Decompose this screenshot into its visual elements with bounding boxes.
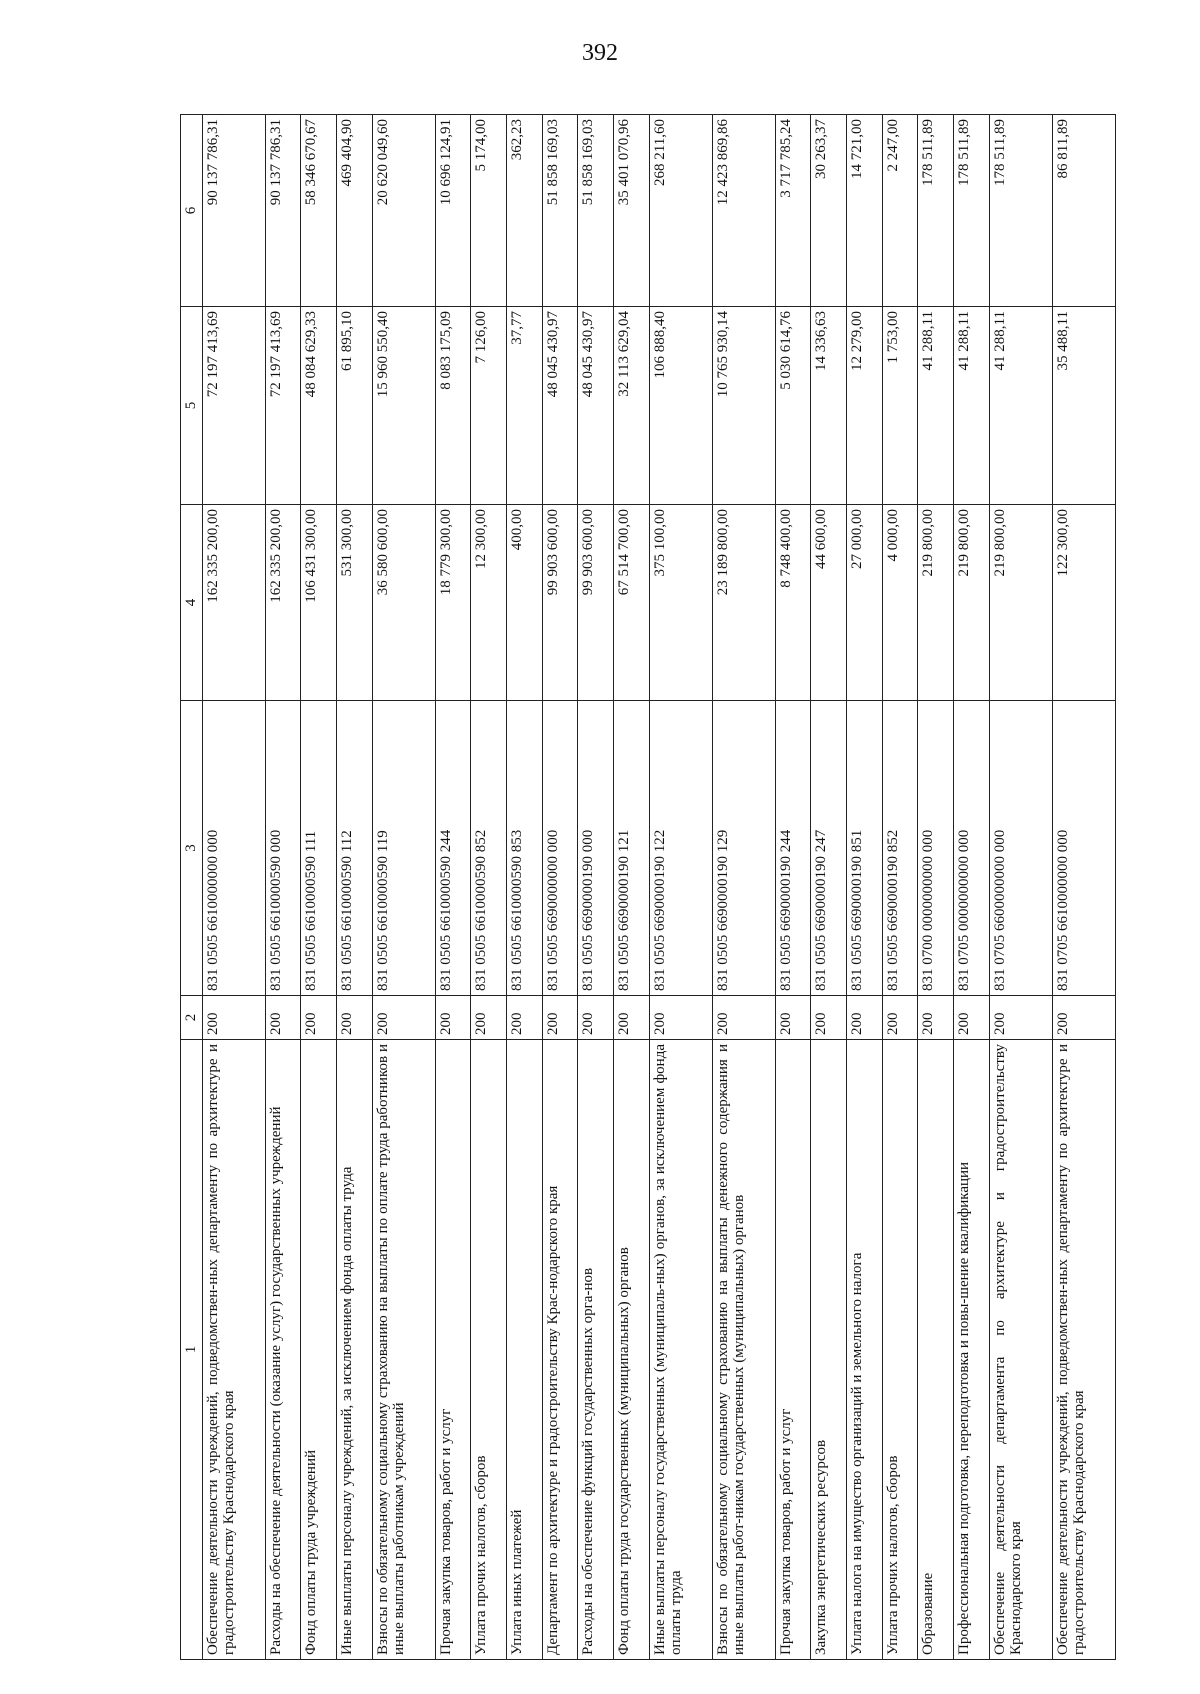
row-fact-amount-cell: 15 960 550,40 [372, 307, 435, 505]
row-fact-amount-cell: 48 084 629,33 [301, 307, 337, 505]
row-admin-code-cell: 200 [578, 996, 614, 1040]
row-fact-amount-cell: 14 336,63 [811, 307, 847, 505]
row-admin-code-cell: 200 [435, 996, 471, 1040]
row-plan-amount-cell: 106 431 300,00 [301, 505, 337, 701]
row-name-cell: Взносы по обязательному социальному страхованию на выплаты денежного содержания и иные выплаты работ-никам государственных (муниципальных) органов [712, 1040, 775, 1660]
row-name-cell: Прочая закупка товаров, работ и услуг [435, 1040, 471, 1660]
row-fact-amount-cell: 12 279,00 [847, 307, 883, 505]
row-plan-amount-cell: 27 000,00 [847, 505, 883, 701]
row-admin-code-cell: 200 [202, 996, 265, 1040]
row-rest-amount-cell: 178 511,89 [954, 115, 990, 307]
row-name-cell: Уплата прочих налогов, сборов [882, 1040, 918, 1660]
row-admin-code-cell: 200 [542, 996, 578, 1040]
row-budget-code-cell: 831 0505 6610000000 000 [202, 701, 265, 996]
row-name-cell: Прочая закупка товаров, работ и услуг [775, 1040, 811, 1660]
row-budget-code-cell: 831 0505 6690000190 247 [811, 701, 847, 996]
row-name-cell: Обеспечение деятельности учреждений, подведомствен-ных департаменту по архитектуре и градостроительству Краснодарского края [1052, 1040, 1115, 1660]
row-rest-amount-cell: 51 858 169,03 [542, 115, 578, 307]
row-plan-amount-cell: 375 100,00 [649, 505, 712, 701]
row-admin-code-cell: 200 [372, 996, 435, 1040]
row-budget-code-cell: 831 0705 6610000000 000 [1052, 701, 1115, 996]
row-rest-amount-cell: 30 263,37 [811, 115, 847, 307]
row-plan-amount-cell: 531 300,00 [336, 505, 372, 701]
row-name-cell: Департамент по архитектуре и градостроительству Крас-нодарского края [542, 1040, 578, 1660]
row-name-cell: Уплата иных платежей [506, 1040, 542, 1660]
row-name-cell: Обеспечение деятельности департамента по архитектуре и градостроительству Краснодарского края [989, 1040, 1052, 1660]
column-header: 5 [181, 307, 203, 505]
row-fact-amount-cell: 1 753,00 [882, 307, 918, 505]
row-rest-amount-cell: 20 620 049,60 [372, 115, 435, 307]
row-plan-amount-cell: 219 800,00 [918, 505, 954, 701]
row-name-cell: Фонд оплаты труда учреждений [301, 1040, 337, 1660]
row-rest-amount-cell: 2 247,00 [882, 115, 918, 307]
row-name-cell: Иные выплаты персоналу государственных (муниципаль-ных) органов, за исключением фонда оплаты труда [649, 1040, 712, 1660]
table-row [712, 115, 775, 1660]
row-plan-amount-cell: 99 903 600,00 [578, 505, 614, 701]
row-admin-code-cell: 200 [918, 996, 954, 1040]
row-fact-amount-cell: 8 083 175,09 [435, 307, 471, 505]
table-row [301, 115, 337, 1660]
table-body [202, 115, 1116, 1660]
row-fact-amount-cell: 37,77 [506, 307, 542, 505]
row-plan-amount-cell: 44 600,00 [811, 505, 847, 701]
row-budget-code-cell: 831 0505 6690000190 121 [613, 701, 649, 996]
row-fact-amount-cell: 72 197 413,69 [202, 307, 265, 505]
row-fact-amount-cell: 41 288,11 [918, 307, 954, 505]
row-name-cell: Уплата налога на имущество организаций и земельного налога [847, 1040, 883, 1660]
row-budget-code-cell: 831 0505 6690000190 851 [847, 701, 883, 996]
row-name-cell: Закупка энергетических ресурсов [811, 1040, 847, 1660]
row-budget-code-cell: 831 0505 6690000190 129 [712, 701, 775, 996]
row-name-cell: Иные выплаты персоналу учреждений, за исключением фонда оплаты труда [336, 1040, 372, 1660]
row-fact-amount-cell: 61 895,10 [336, 307, 372, 505]
column-header: 6 [181, 115, 203, 307]
row-budget-code-cell: 831 0505 6690000190 244 [775, 701, 811, 996]
column-header: 1 [181, 1040, 203, 1660]
row-budget-code-cell: 831 0505 6610000590 111 [301, 701, 337, 996]
row-fact-amount-cell: 106 888,40 [649, 307, 712, 505]
row-plan-amount-cell: 99 903 600,00 [542, 505, 578, 701]
table-row [882, 115, 918, 1660]
row-admin-code-cell: 200 [649, 996, 712, 1040]
table-row [471, 115, 507, 1660]
column-header: 3 [181, 701, 203, 996]
table-row [811, 115, 847, 1660]
row-plan-amount-cell: 400,00 [506, 505, 542, 701]
column-header: 2 [181, 996, 203, 1040]
row-fact-amount-cell: 32 113 629,04 [613, 307, 649, 505]
row-budget-code-cell: 831 0505 6610000590 000 [265, 701, 301, 996]
row-budget-code-cell: 831 0505 6610000590 119 [372, 701, 435, 996]
table-row [649, 115, 712, 1660]
table-row [847, 115, 883, 1660]
row-fact-amount-cell: 48 045 430,97 [578, 307, 614, 505]
row-rest-amount-cell: 90 137 786,31 [202, 115, 265, 307]
row-plan-amount-cell: 36 580 600,00 [372, 505, 435, 701]
row-name-cell: Образование [918, 1040, 954, 1660]
row-budget-code-cell: 831 0700 0000000000 000 [918, 701, 954, 996]
row-rest-amount-cell: 35 401 070,96 [613, 115, 649, 307]
row-plan-amount-cell: 4 000,00 [882, 505, 918, 701]
row-budget-code-cell: 831 0505 6690000190 852 [882, 701, 918, 996]
column-header: 4 [181, 505, 203, 701]
row-rest-amount-cell: 469 404,90 [336, 115, 372, 307]
table-header-row [181, 115, 203, 1660]
row-plan-amount-cell: 18 779 300,00 [435, 505, 471, 701]
row-fact-amount-cell: 41 288,11 [989, 307, 1052, 505]
row-budget-code-cell: 831 0505 6690000000 000 [542, 701, 578, 996]
row-plan-amount-cell: 219 800,00 [989, 505, 1052, 701]
row-fact-amount-cell: 5 030 614,76 [775, 307, 811, 505]
table-row [613, 115, 649, 1660]
row-plan-amount-cell: 219 800,00 [954, 505, 990, 701]
table-row [202, 115, 265, 1660]
table-row [578, 115, 614, 1660]
row-admin-code-cell: 200 [336, 996, 372, 1040]
row-admin-code-cell: 200 [811, 996, 847, 1040]
row-admin-code-cell: 200 [954, 996, 990, 1040]
row-name-cell: Профессиональная подготовка, переподготовка и повы-шение квалификации [954, 1040, 990, 1660]
row-fact-amount-cell: 7 126,00 [471, 307, 507, 505]
row-name-cell: Взносы по обязательному социальному страхованию на выплаты по оплате труда работников и иные выплаты работникам учреждений [372, 1040, 435, 1660]
table-row [435, 115, 471, 1660]
table-row [542, 115, 578, 1660]
row-admin-code-cell: 200 [506, 996, 542, 1040]
row-admin-code-cell: 200 [613, 996, 649, 1040]
table-row [372, 115, 435, 1660]
row-plan-amount-cell: 12 300,00 [471, 505, 507, 701]
table-row [506, 115, 542, 1660]
table-row [1052, 115, 1115, 1660]
row-name-cell: Расходы на обеспечение деятельности (оказание услуг) государственных учреждений [265, 1040, 301, 1660]
row-rest-amount-cell: 10 696 124,91 [435, 115, 471, 307]
row-admin-code-cell: 200 [882, 996, 918, 1040]
row-plan-amount-cell: 122 300,00 [1052, 505, 1115, 701]
table-row [989, 115, 1052, 1660]
row-fact-amount-cell: 10 765 930,14 [712, 307, 775, 505]
row-rest-amount-cell: 86 811,89 [1052, 115, 1115, 307]
rotated-table-container [180, 115, 1116, 1660]
row-rest-amount-cell: 51 858 169,03 [578, 115, 614, 307]
row-rest-amount-cell: 362,23 [506, 115, 542, 307]
table-row [336, 115, 372, 1660]
row-fact-amount-cell: 41 288,11 [954, 307, 990, 505]
row-admin-code-cell: 200 [712, 996, 775, 1040]
row-admin-code-cell: 200 [265, 996, 301, 1040]
row-budget-code-cell: 831 0705 0000000000 000 [954, 701, 990, 996]
row-plan-amount-cell: 67 514 700,00 [613, 505, 649, 701]
row-plan-amount-cell: 162 335 200,00 [202, 505, 265, 701]
row-rest-amount-cell: 14 721,00 [847, 115, 883, 307]
table-row [918, 115, 954, 1660]
row-rest-amount-cell: 12 423 869,86 [712, 115, 775, 307]
row-admin-code-cell: 200 [301, 996, 337, 1040]
row-admin-code-cell: 200 [1052, 996, 1115, 1040]
row-rest-amount-cell: 268 211,60 [649, 115, 712, 307]
table-row [775, 115, 811, 1660]
row-fact-amount-cell: 72 197 413,69 [265, 307, 301, 505]
row-admin-code-cell: 200 [471, 996, 507, 1040]
row-admin-code-cell: 200 [847, 996, 883, 1040]
row-name-cell: Фонд оплаты труда государственных (муниципальных) органов [613, 1040, 649, 1660]
row-fact-amount-cell: 48 045 430,97 [542, 307, 578, 505]
row-budget-code-cell: 831 0505 6690000190 122 [649, 701, 712, 996]
row-budget-code-cell: 831 0505 6610000590 244 [435, 701, 471, 996]
table-row [265, 115, 301, 1660]
row-rest-amount-cell: 178 511,89 [918, 115, 954, 307]
row-budget-code-cell: 831 0505 6610000590 852 [471, 701, 507, 996]
row-fact-amount-cell: 35 488,11 [1052, 307, 1115, 505]
row-plan-amount-cell: 23 189 800,00 [712, 505, 775, 701]
row-rest-amount-cell: 5 174,00 [471, 115, 507, 307]
row-budget-code-cell: 831 0705 6600000000 000 [989, 701, 1052, 996]
row-budget-code-cell: 831 0505 6610000590 112 [336, 701, 372, 996]
row-name-cell: Расходы на обеспечение функций государственных орга-нов [578, 1040, 614, 1660]
page-number: 392 [582, 40, 618, 66]
row-plan-amount-cell: 8 748 400,00 [775, 505, 811, 701]
row-name-cell: Обеспечение деятельности учреждений, подведомствен-ных департаменту по архитектуре и градостроительству Краснодарского края [202, 1040, 265, 1660]
row-rest-amount-cell: 58 346 670,67 [301, 115, 337, 307]
row-admin-code-cell: 200 [775, 996, 811, 1040]
budget-table [180, 114, 1116, 1660]
row-rest-amount-cell: 3 717 785,24 [775, 115, 811, 307]
row-budget-code-cell: 831 0505 6610000590 853 [506, 701, 542, 996]
row-rest-amount-cell: 90 137 786,31 [265, 115, 301, 307]
row-name-cell: Уплата прочих налогов, сборов [471, 1040, 507, 1660]
row-budget-code-cell: 831 0505 6690000190 000 [578, 701, 614, 996]
row-rest-amount-cell: 178 511,89 [989, 115, 1052, 307]
row-plan-amount-cell: 162 335 200,00 [265, 505, 301, 701]
row-admin-code-cell: 200 [989, 996, 1052, 1040]
table-row [954, 115, 990, 1660]
